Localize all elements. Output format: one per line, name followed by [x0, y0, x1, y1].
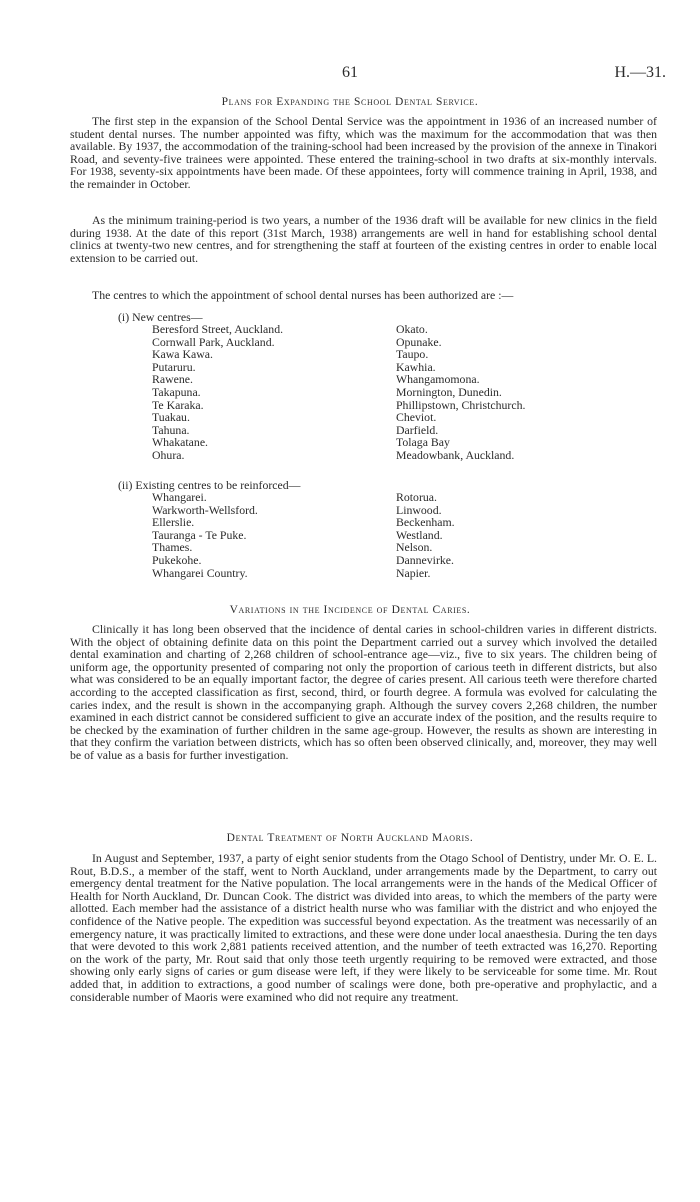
- list-item: Whangarei.: [152, 490, 207, 504]
- list-item: Mornington, Dunedin.: [396, 384, 502, 399]
- list-item: Nelson.: [396, 540, 433, 555]
- page-number: 61: [342, 64, 358, 81]
- list-item: Rotorua.: [396, 490, 437, 504]
- section-heading-caries: Variations in the Incidence of Dental Caries.: [229, 604, 471, 616]
- list-item: Tahuna.: [152, 422, 190, 437]
- list-item: Putaruru.: [152, 359, 196, 374]
- list-item: Tolaga Bay: [396, 435, 450, 450]
- list-item: Kawhia.: [396, 359, 436, 374]
- list-item: Meadowbank, Auckland.: [396, 447, 515, 462]
- existing-centres-list-right: [396, 491, 455, 579]
- list-item: Kawa Kawa.: [152, 347, 213, 362]
- list-item: Beresford Street, Auckland.: [152, 322, 284, 336]
- list-item: Pukekohe.: [152, 552, 202, 567]
- list-item: Whangarei Country.: [152, 565, 248, 580]
- list-item: Taupo.: [396, 347, 429, 362]
- document-reference: H.—31.: [614, 64, 666, 81]
- new-centres-list-right: [396, 323, 525, 462]
- list-item: Dannevirke.: [396, 552, 454, 567]
- section-heading-maori-treatment: Dental Treatment of North Auckland Maoris.: [226, 832, 474, 844]
- list-item: Ohura.: [152, 447, 185, 462]
- list-item: Linwood.: [396, 502, 442, 517]
- list-item: Te Karaka.: [152, 397, 204, 412]
- paragraph-maori-treatment: In August and September, 1937, a party of eight senior students from the Otago School of Dentistry, under Mr. O. E. L. Rout, B.D.S., a member of the staff, went to North Auckland, under arrangements made by the Department, to carry out emergency dental treatment for the Native population. The local arrangements were in the hands of the Medical Officer of Health for North Auckland, Dr. Duncan Cook. The district was divided into areas, to which the members of the party were allotted. Each member had the assistance of a district health nurse who was familiar with the district and who enjoyed the confidence of the Native people. The expedition was successful beyond expectation. As the treatment was necessarily of an emergency nature, it was practically limited to extractions, and these were done under local anaesthesia. During the ten days that were devoted to this work 2,881 patients received attention, and the number of teeth extracted was 16,270. Reporting on the work of the party, Mr. Rout said that only those teeth urgently requiring to be removed were extracted, and those showing only early signs of caries or gum disease were left, if they were likely to be serviceable for some time. Mr. Rout added that, in addition to extractions, a good number of scalings were done, both pre-operative and prophylactic, and a considerable number of Maoris were examined who did not require any treatment.: [70, 851, 657, 1004]
- list-item: Whangamomona.: [396, 372, 480, 387]
- paragraph-expansion: The first step in the expansion of the School Dental Service was the appointment in 1936 of an increased number of student dental nurses. The number appointed was fifty, which was the maximum for the accommodation that was then available. By 1937, the accommodation of the training-school had been increased by the provision of the annexe in Tinakori Road, and seventy-five trainees were appointed. These entered the training-school in two drafts at six-monthly intervals. For 1938, seventy-six appointments have been made. Of these appointees, forty will commence training in April, 1938, and the remainder in October.: [70, 114, 657, 191]
- list-label-existing-centres: (ii) Existing centres to be reinforced—: [118, 478, 301, 492]
- list-item: Cheviot.: [396, 410, 437, 425]
- section-heading-plans: Plans for Expanding the School Dental Service.: [221, 96, 479, 108]
- list-item: Opunake.: [396, 334, 442, 349]
- list-item: Okato.: [396, 322, 428, 336]
- list-item: Whakatane.: [152, 435, 209, 450]
- paragraph-caries-survey: Clinically it has long been observed that the incidence of dental caries in school-children varies in different districts. With the object of obtaining definite data on this point the Department carried out a survey which involved the detailed dental examination and charting of 2,268 children of school-entrance age—viz., five to six years. The children being of uniform age, the opportunity presented of comparing not only the proportion of carious teeth in different districts, but also what was considered to be an equally important factor, the degree of caries present. All carious teeth were therefore charted according to the accepted classification as first, second, third, or fourth degree. A formula was evolved for calculating the caries index, and the result is shown in the accompanying graph. Although the survey covers 2,268 children, the number examined in each district cannot be considered sufficient to give an accurate index of the position, and the results require to be checked by the examination of further children in the same age-group. However, the results as shown are interesting in that they confirm the variation between districts, which has so often been observed clinically, and, moreover, they may well be of value as a basis for further investigation.: [70, 622, 657, 762]
- list-label-new-centres: (i) New centres—: [118, 310, 203, 324]
- list-item: Tuakau.: [152, 410, 190, 425]
- list-item: Westland.: [396, 527, 443, 542]
- list-item: Thames.: [152, 540, 193, 555]
- list-item: Cornwall Park, Auckland.: [152, 334, 275, 349]
- list-item: Tauranga - Te Puke.: [152, 527, 247, 542]
- paragraph-training-period: As the minimum training-period is two years, a number of the 1936 draft will be available for new clinics in the field during 1938. At the date of this report (31st March, 1938) arrangements are well in hand for establishing school dental clinics at twenty-two new centres, and for strengthening the staff at fourteen of the existing centres in order to enable local extension to be carried out.: [70, 213, 657, 265]
- existing-centres-list-left: [152, 491, 258, 579]
- new-centres-list-left: [152, 323, 283, 462]
- list-item: Napier.: [396, 565, 431, 580]
- paragraph-centres-intro: The centres to which the appointment of school dental nurses has been authorized are :—: [92, 288, 514, 302]
- list-item: Darfield.: [396, 422, 439, 437]
- list-item: Takapuna.: [152, 384, 201, 399]
- list-item: Phillipstown, Christchurch.: [396, 397, 526, 412]
- list-item: Rawene.: [152, 372, 193, 387]
- list-item: Beckenham.: [396, 515, 455, 530]
- list-item: Warkworth-Wellsford.: [152, 502, 258, 517]
- list-item: Ellerslie.: [152, 515, 195, 530]
